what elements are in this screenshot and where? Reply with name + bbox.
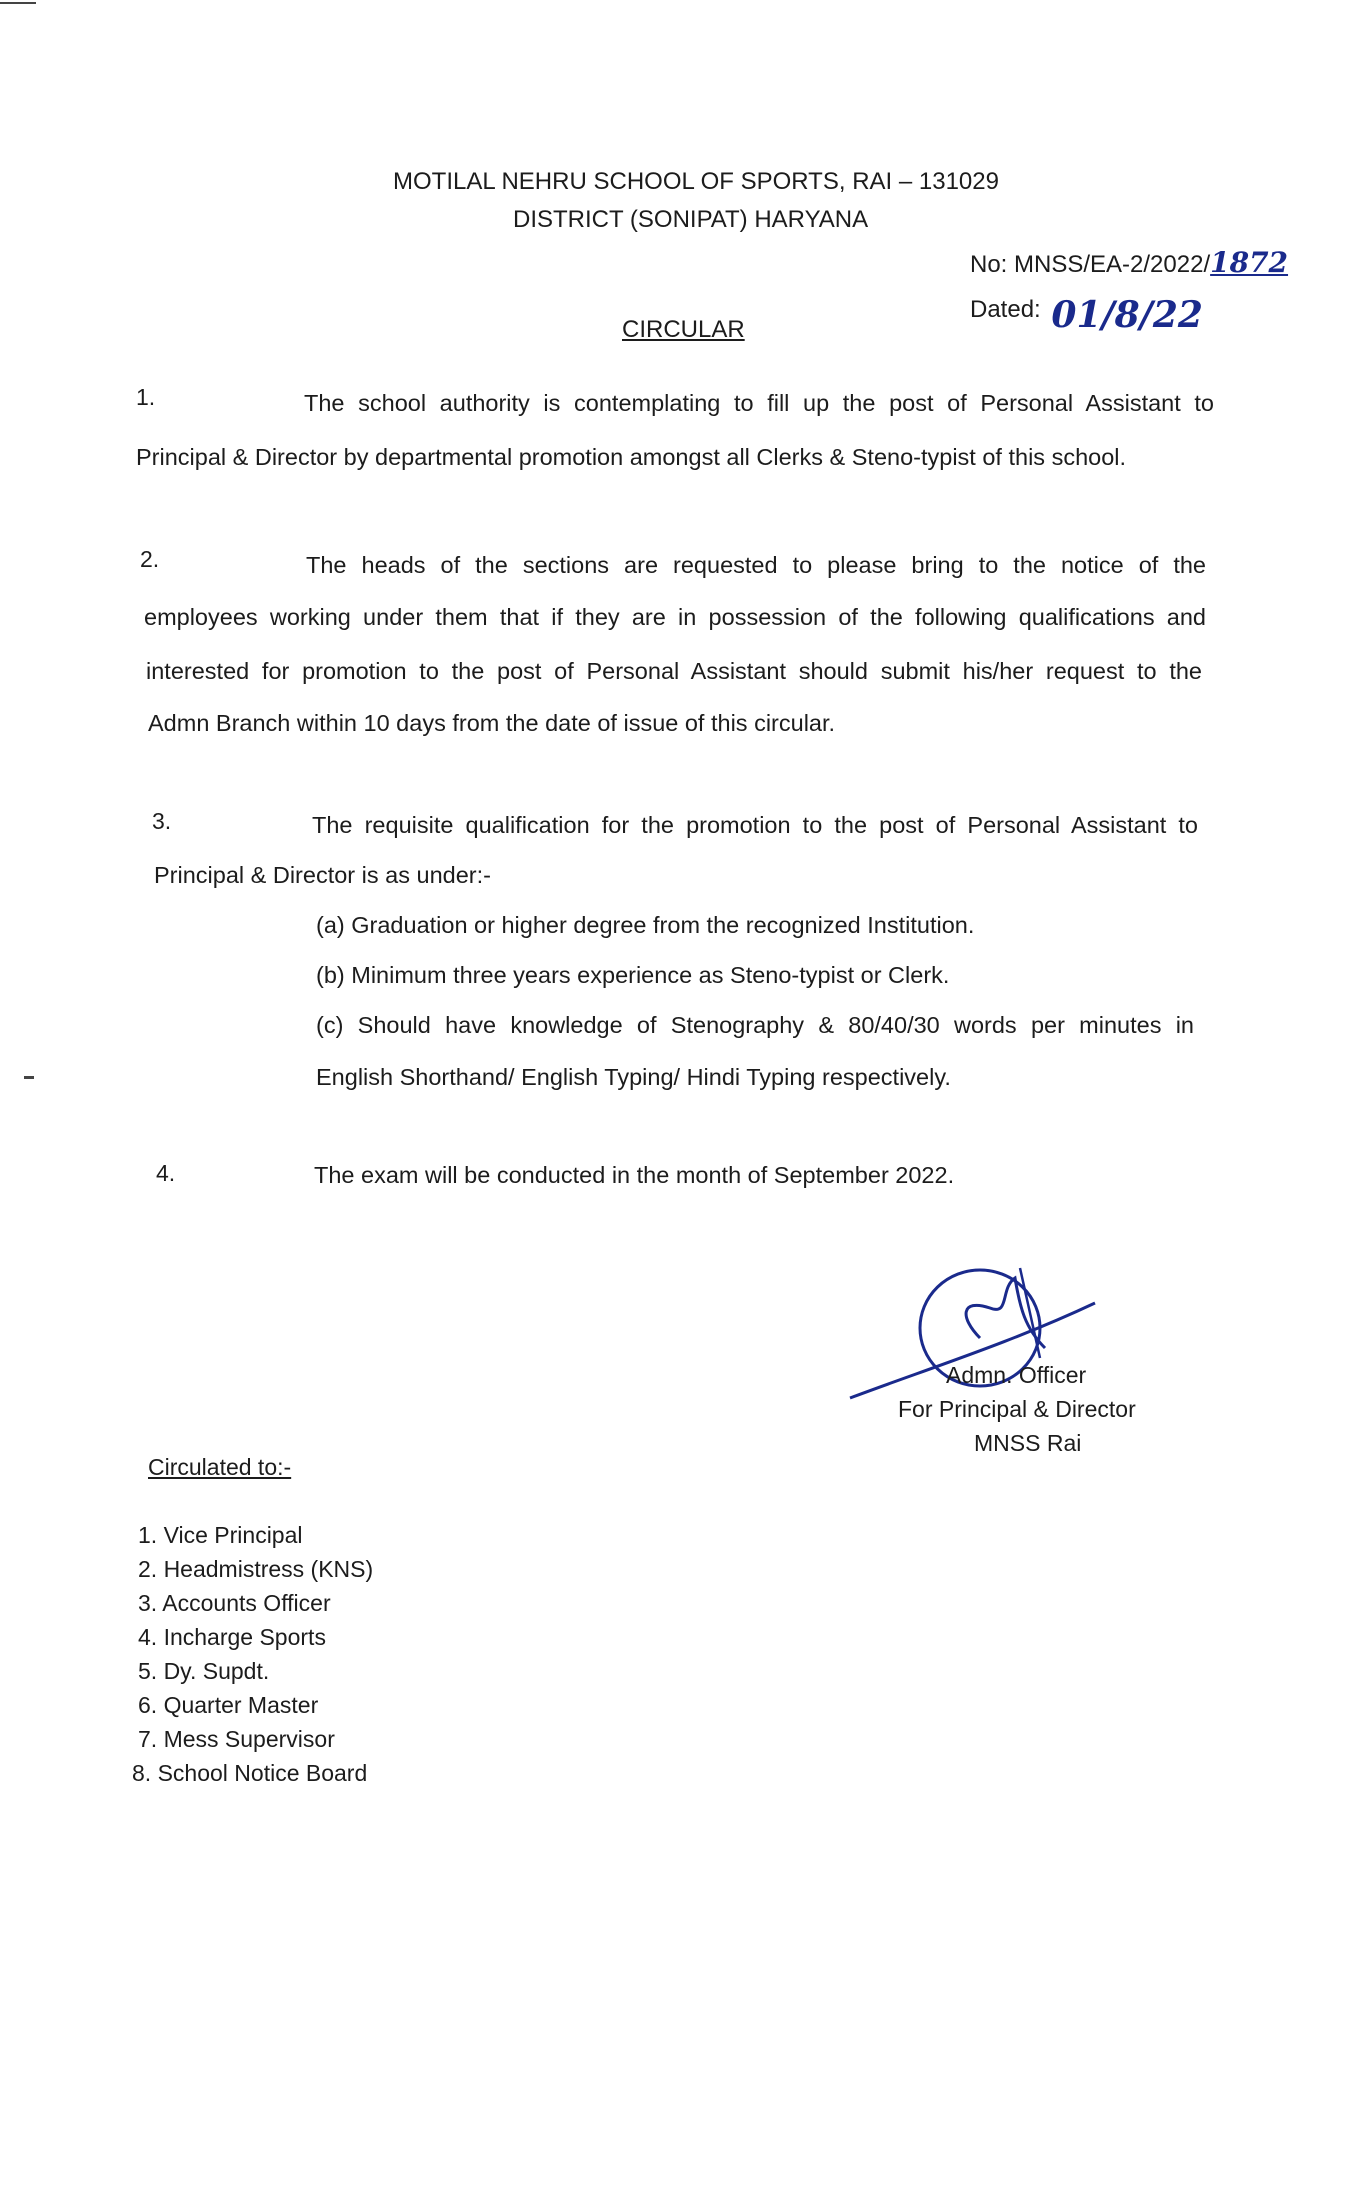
- paragraph-2-line-1: The heads of the sections are requested to please bring to the notice of the: [306, 552, 1206, 578]
- qualification-item-c-continued: English Shorthand/ English Typing/ Hindi Typing respectively.: [316, 1064, 951, 1090]
- date-label: Dated:: [970, 296, 1041, 323]
- circulated-item: 2. Headmistress (KNS): [138, 1556, 374, 1582]
- circular-title: CIRCULAR: [622, 316, 745, 343]
- reference-number: [970, 246, 1288, 279]
- handwritten-number: 1872: [1210, 246, 1289, 279]
- paragraph-1-line-2: Principal & Director by departmental promotion amongst all Clerks & Steno-typist of this school.: [136, 444, 1127, 470]
- signature-designation: Admn. Officer: [946, 1362, 1087, 1388]
- school-name: MOTILAL NEHRU SCHOOL OF SPORTS, RAI – 131029: [393, 168, 999, 195]
- circulated-item: 1. Vice Principal: [138, 1522, 303, 1548]
- handwritten-date: 01/8/22: [1051, 294, 1203, 336]
- circulated-item: 8. School Notice Board: [132, 1760, 368, 1786]
- paragraph-4-number: 4.: [156, 1160, 176, 1186]
- qualification-item-b: (b) Minimum three years experience as Steno-typist or Clerk.: [316, 962, 950, 988]
- paragraph-3-number: 3.: [152, 808, 172, 834]
- circulated-item: 3. Accounts Officer: [138, 1590, 331, 1616]
- paragraph-2-line-3: interested for promotion to the post of Personal Assistant should submit his/her request to the: [146, 658, 1202, 684]
- signature-school: MNSS Rai: [974, 1430, 1082, 1456]
- district-name: DISTRICT (SONIPAT) HARYANA: [513, 206, 869, 233]
- paragraph-3-line-1: The requisite qualification for the promotion to the post of Personal Assistant to: [312, 812, 1198, 838]
- paragraph-3-line-2: Principal & Director is as under:-: [154, 862, 491, 888]
- paragraph-1-number: 1.: [136, 384, 156, 410]
- paragraph-1-line-1: The school authority is contemplating to fill up the post of Personal Assistant to: [304, 390, 1214, 416]
- paragraph-4-line-1: The exam will be conducted in the month of September 2022.: [314, 1162, 955, 1188]
- circulated-item: 7. Mess Supervisor: [138, 1726, 335, 1752]
- qualification-item-a: (a) Graduation or higher degree from the recognized Institution.: [316, 912, 975, 938]
- paragraph-2-line-2: employees working under them that if they are in possession of the following qualifications and: [144, 604, 1206, 630]
- scan-mark-left: [24, 1076, 34, 1079]
- scan-mark-top: [0, 2, 36, 4]
- paragraph-2-number: 2.: [140, 546, 160, 572]
- qualification-item-c: (c) Should have knowledge of Stenography & 80/40/30 words per minutes in: [316, 1012, 1194, 1038]
- reference-number-label: No: MNSS/EA-2/2022/: [970, 251, 1211, 278]
- circulated-item: 6. Quarter Master: [138, 1692, 319, 1718]
- signature-for: For Principal & Director: [898, 1396, 1136, 1422]
- circulated-item: 4. Incharge Sports: [138, 1624, 326, 1650]
- paragraph-2-line-4: Admn Branch within 10 days from the date of issue of this circular.: [148, 710, 836, 736]
- signature-scribble: [840, 1248, 1100, 1418]
- circulated-title: Circulated to:-: [148, 1454, 292, 1480]
- circulated-item: 5. Dy. Supdt.: [138, 1658, 270, 1684]
- date-line: [970, 284, 1203, 336]
